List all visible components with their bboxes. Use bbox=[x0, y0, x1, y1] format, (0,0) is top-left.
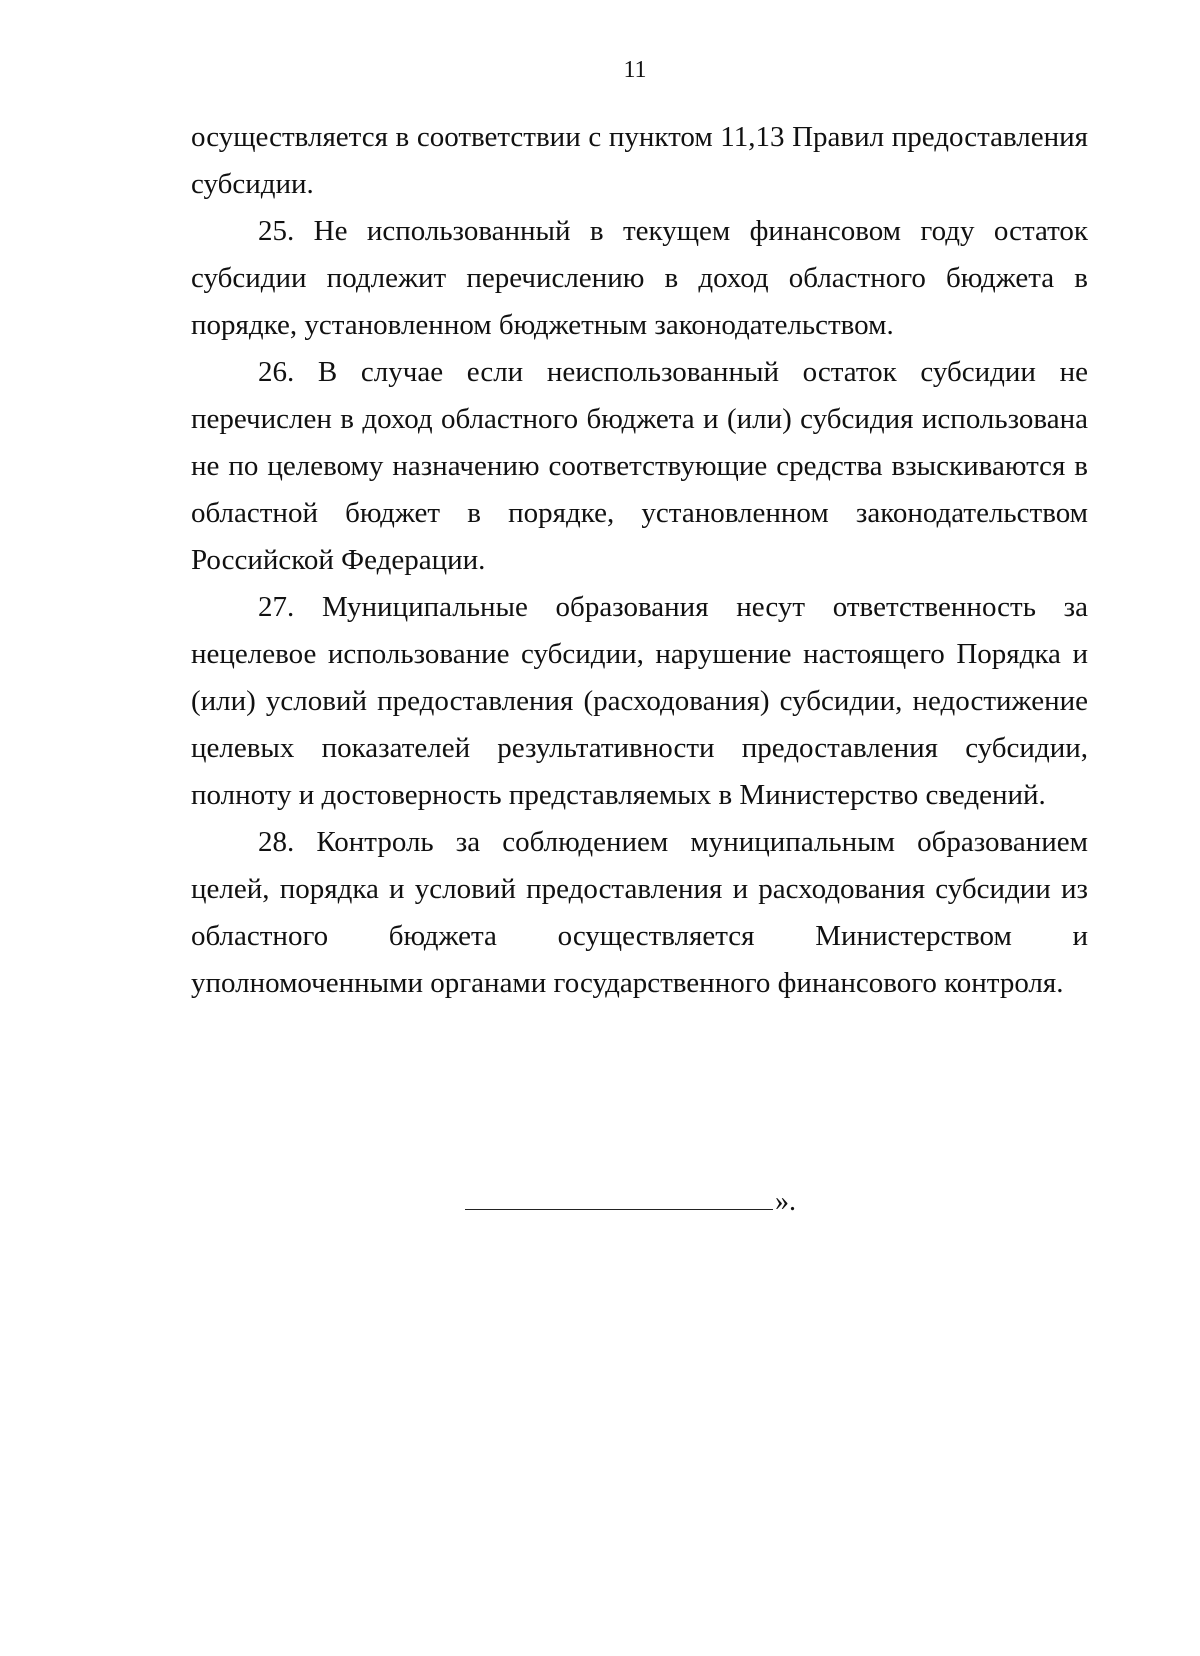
document-body bbox=[191, 114, 1088, 1007]
paragraph-continuation: осуществляется в соответствии с пунктом 11,13 Правил предоставления субсидии. bbox=[191, 121, 1088, 200]
paragraph-item-25: 25. Не использованный в текущем финансовом году остаток субсидии подлежит перечислению в доход областного бюджета в порядке, установленном бюджетным законодательством. bbox=[191, 215, 1088, 341]
end-signature-line bbox=[465, 1209, 773, 1210]
paragraph-item-26: 26. В случае если неиспользованный остаток субсидии не перечислен в доход областного бюджета и (или) субсидия использована не по целевому назначению соответствующие средства взыскиваются в областной бюджет в порядке, установленном законодательством Российской Федерации. bbox=[191, 356, 1088, 576]
paragraph-item-27: 27. Муниципальные образования несут ответственность за нецелевое использование субсидии, нарушение настоящего Порядка и (или) условий предоставления (расходования) субсидии, недостижение целевых показателей результативности предоставления субсидии, полноту и достоверность представляемых в Министерство сведений. bbox=[191, 591, 1088, 811]
paragraph-item-28: 28. Контроль за соблюдением муниципальным образованием целей, порядка и условий предоставления и расходования субсидии из областного бюджета осуществляется Министерством и уполномоченными органами государственного финансового контроля. bbox=[191, 826, 1088, 999]
page-number: 11 bbox=[623, 57, 647, 83]
closing-quote: ». bbox=[775, 1186, 796, 1217]
end-of-document-mark bbox=[465, 1186, 796, 1218]
